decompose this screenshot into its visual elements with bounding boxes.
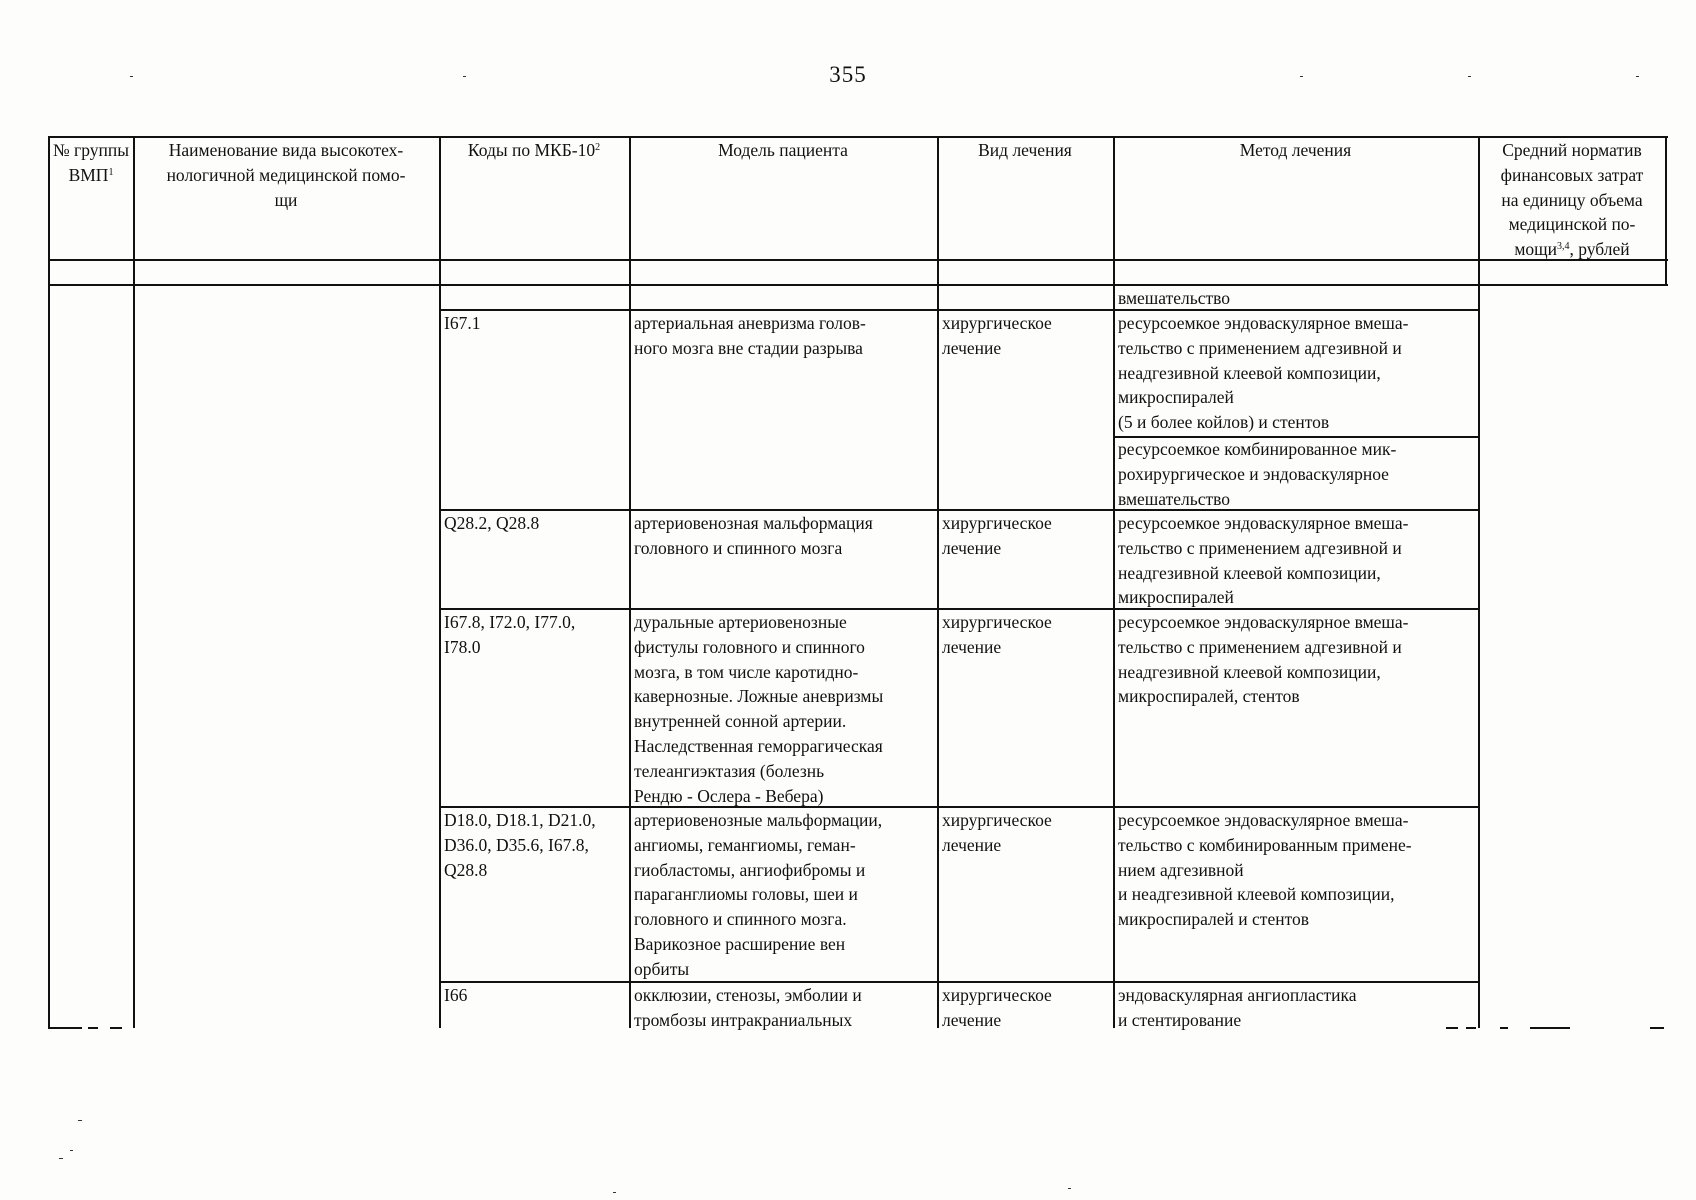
- row1-method-a: ресурсоемкое эндоваскулярное вмеша- тельство с применением адгезивной и неадгезивной клеевой композиции, микроспиралей (5 и более койлов) и стентов: [1118, 313, 1409, 433]
- scan-edge-dash: [88, 1027, 98, 1029]
- scan-edge-dash: [48, 1027, 82, 1029]
- row5-codes: I66: [444, 985, 468, 1005]
- scan-edge-dash: [1500, 1027, 1508, 1029]
- scan-speck: [1468, 76, 1471, 77]
- col-border: [629, 136, 631, 1028]
- row3-codes: I67.8, I72.0, I77.0, I78.0: [444, 612, 576, 657]
- header-treatment-method: Метод лечения: [1239, 140, 1352, 160]
- page-number: 355: [829, 62, 867, 87]
- header-treatment-type: Вид лечения: [978, 140, 1072, 160]
- row2-patient-model: артериовенозная мальформация головного и спинного мозга: [634, 513, 873, 558]
- row5-method: эндоваскулярная ангиопластика и стентирование: [1118, 985, 1357, 1030]
- scan-speck: [78, 1120, 82, 1121]
- scan-speck: [1068, 1188, 1071, 1189]
- header-group-number: № группы ВМП$^1$: [52, 140, 129, 185]
- scan-speck: [59, 1158, 63, 1159]
- col-border: [439, 136, 441, 1028]
- row5-treatment-type: хирургическое лечение: [942, 985, 1052, 1030]
- col-border: [1665, 136, 1667, 285]
- scan-edge-dash: [1530, 1027, 1570, 1029]
- row4-treatment-type: хирургическое лечение: [942, 810, 1052, 855]
- scan-speck: [70, 1150, 73, 1151]
- method-continuation: вмешательство: [1118, 288, 1231, 308]
- row5-patient-model: окклюзии, стенозы, эмболии и тромбозы интракраниальных: [634, 985, 862, 1030]
- row3-patient-model: дуральные артериовенозные фистулы головного и спинного мозга, в том числе каротидно- кавернозные. Ложные аневризмы внутренней сонной артерии. Наследственная геморрагическая телеангиэктазия (болезнь Рендю - Ослера - Вебера): [634, 612, 884, 806]
- scan-speck: [613, 1192, 616, 1193]
- row3-treatment-type: хирургическое лечение: [942, 612, 1052, 657]
- header-cost-standard: Средний норматив финансовых затрат на единицу объема медицинской по- мощи$^{3,4}$, рублей: [1500, 140, 1644, 260]
- col-border: [937, 136, 939, 1028]
- row4-codes: D18.0, D18.1, D21.0, D36.0, D35.6, I67.8, Q28.8: [444, 810, 596, 880]
- col-border: [1113, 136, 1115, 1028]
- scan-speck: [1636, 76, 1639, 77]
- scan-speck: [463, 76, 466, 77]
- row3-method: ресурсоемкое эндоваскулярное вмеша- тельство с применением адгезивной и неадгезивной клеевой композиции, микроспиралей, стентов: [1118, 612, 1409, 707]
- row1-codes: I67.1: [444, 313, 481, 333]
- row2-codes: Q28.2, Q28.8: [444, 513, 540, 533]
- scan-speck: [1300, 76, 1303, 77]
- scan-speck: [130, 76, 133, 77]
- row2-treatment-type: хирургическое лечение: [942, 513, 1052, 558]
- col-border: [133, 136, 135, 1028]
- row1-patient-model: артериальная аневризма голов- ного мозга вне стадии разрыва: [634, 313, 866, 358]
- scan-edge-dash: [1466, 1027, 1476, 1029]
- header-patient-model: Модель пациента: [718, 140, 848, 160]
- row1-method-b: ресурсоемкое комбинированное мик- рохирургическое и эндоваскулярное вмешательство: [1118, 439, 1397, 509]
- header-care-type-name: Наименование вида высокотех- нологичной медицинской помо- щи: [166, 140, 406, 210]
- scan-edge-dash: [1650, 1027, 1664, 1029]
- col-border: [1478, 136, 1480, 1028]
- row2-method: ресурсоемкое эндоваскулярное вмеша- тельство с применением адгезивной и неадгезивной клеевой композиции, микроспиралей: [1118, 513, 1409, 608]
- row1-treatment-type: хирургическое лечение: [942, 313, 1052, 358]
- col-border: [48, 136, 50, 1028]
- header-bottom-border: [48, 259, 1668, 261]
- scan-edge-dash: [1446, 1027, 1458, 1029]
- row4-patient-model: артериовенозные мальформации, ангиомы, гемангиомы, геман- гиобластомы, ангиофибромы и параганглиомы головы, шеи и головного и спинного мозга. Варикозное расширение вен орбиты: [634, 810, 883, 979]
- scan-edge-dash: [110, 1027, 122, 1029]
- header-icd-codes: Коды по МКБ-$10^2$: [467, 140, 601, 160]
- row4-method: ресурсоемкое эндоваскулярное вмеша- тельство с комбинированным примене- нием адгезивной и неадгезивной клеевой композиции, микроспиралей и стентов: [1118, 810, 1412, 930]
